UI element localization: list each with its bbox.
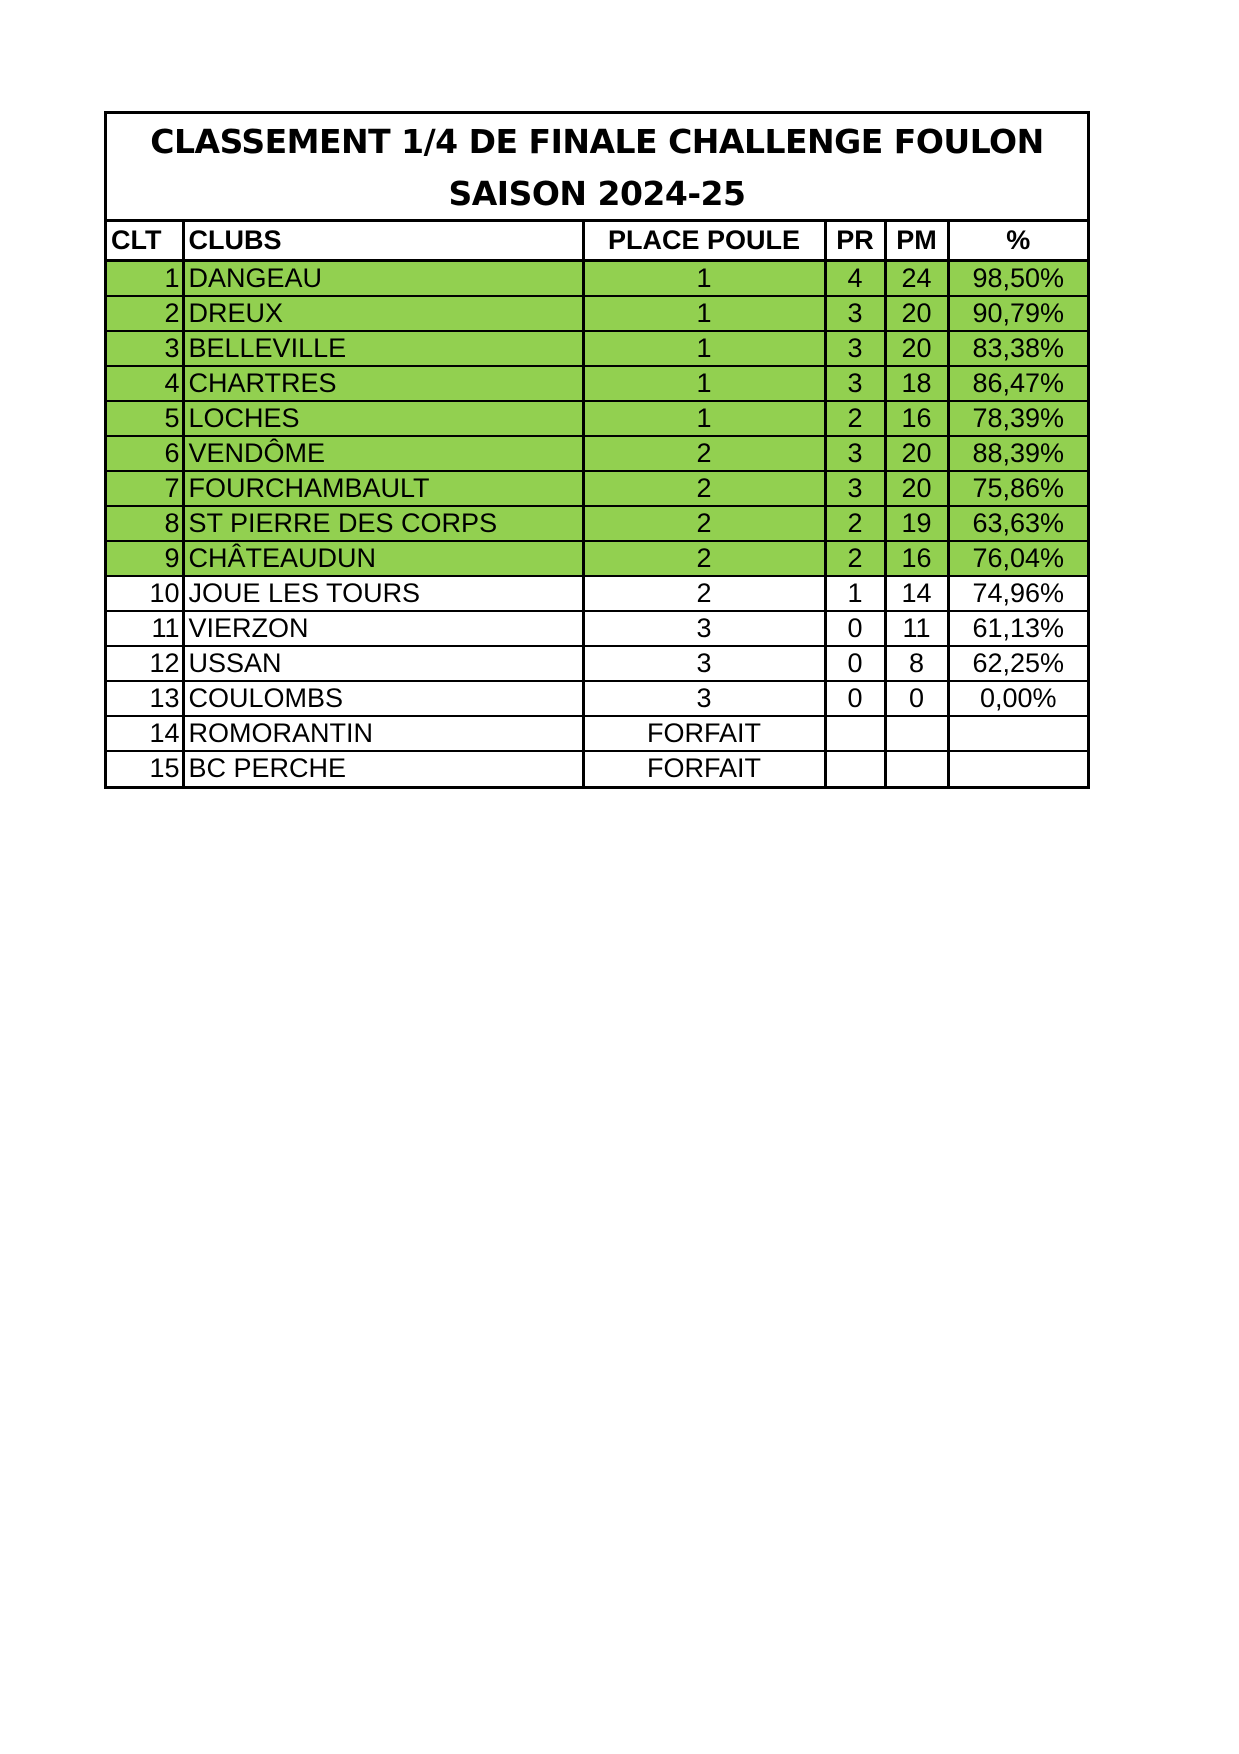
header-place-poule: PLACE POULE [583,222,825,260]
standings-sheet [104,111,1090,789]
table-row [107,576,1087,611]
table-row [107,541,1087,576]
cell-pr: 3 [825,471,885,506]
cell-percent: 75,86% [948,471,1087,506]
cell-place-poule: 2 [583,436,825,471]
cell-percent: 76,04% [948,541,1087,576]
cell-pr: 0 [825,646,885,681]
table-row [107,716,1087,751]
header-clt: CLT [111,224,162,255]
cell-percent: 90,79% [948,296,1087,331]
cell-club: CHÂTEAUDUN [183,541,583,576]
standings-table [107,222,1087,786]
cell-percent: 78,39% [948,401,1087,436]
cell-percent: 86,47% [948,366,1087,401]
cell-pr: 3 [825,296,885,331]
cell-percent: 63,63% [948,506,1087,541]
cell-pm: 8 [885,646,948,681]
cell-percent [948,751,1087,786]
cell-pm: 16 [885,541,948,576]
cell-pm: 20 [885,471,948,506]
cell-club: BC PERCHE [183,751,583,786]
cell-pm: 24 [885,260,948,296]
cell-pr [825,751,885,786]
cell-clt: 2 [107,296,183,331]
cell-clt: 15 [107,751,183,786]
cell-pr: 3 [825,331,885,366]
cell-place-poule: 3 [583,646,825,681]
table-row [107,260,1087,296]
cell-place-poule: FORFAIT [583,751,825,786]
cell-pr: 0 [825,611,885,646]
header-row [107,222,1087,260]
cell-pr [825,716,885,751]
cell-pm: 20 [885,296,948,331]
cell-pr: 2 [825,401,885,436]
cell-place-poule: 3 [583,611,825,646]
table-row [107,681,1087,716]
cell-clt: 14 [107,716,183,751]
cell-place-poule: 1 [583,260,825,296]
cell-place-poule: 2 [583,576,825,611]
cell-clt: 13 [107,681,183,716]
cell-club: JOUE LES TOURS [183,576,583,611]
cell-place-poule: FORFAIT [583,716,825,751]
cell-pm: 11 [885,611,948,646]
cell-clt: 6 [107,436,183,471]
cell-place-poule: 2 [583,541,825,576]
cell-place-poule: 2 [583,471,825,506]
cell-clt: 7 [107,471,183,506]
cell-pr: 3 [825,436,885,471]
cell-club: CHARTRES [183,366,583,401]
cell-pr: 3 [825,366,885,401]
cell-clt: 10 [107,576,183,611]
cell-pm: 19 [885,506,948,541]
table-header [107,222,1087,260]
cell-club: ST PIERRE DES CORPS [183,506,583,541]
cell-percent [948,716,1087,751]
cell-club: DANGEAU [183,260,583,296]
table-row [107,506,1087,541]
table-row [107,471,1087,506]
cell-club: VENDÔME [183,436,583,471]
cell-percent: 62,25% [948,646,1087,681]
cell-club: COULOMBS [183,681,583,716]
cell-percent: 0,00% [948,681,1087,716]
cell-place-poule: 1 [583,366,825,401]
season-subtitle: SAISON 2024-25 [448,174,746,213]
cell-pr: 1 [825,576,885,611]
table-row [107,366,1087,401]
cell-pm [885,751,948,786]
header-pr: PR [825,222,885,260]
cell-place-poule: 3 [583,681,825,716]
cell-clt: 9 [107,541,183,576]
table-row [107,611,1087,646]
cell-clt: 1 [107,260,183,296]
table-row [107,401,1087,436]
cell-pr: 2 [825,506,885,541]
header-pm: PM [885,222,948,260]
cell-place-poule: 2 [583,506,825,541]
table-row [107,331,1087,366]
cell-pm: 18 [885,366,948,401]
cell-pm: 20 [885,331,948,366]
table-row [107,751,1087,786]
cell-clt: 3 [107,331,183,366]
cell-pm: 0 [885,681,948,716]
title-block [107,114,1087,222]
cell-place-poule: 1 [583,296,825,331]
cell-percent: 61,13% [948,611,1087,646]
cell-club: VIERZON [183,611,583,646]
cell-club: BELLEVILLE [183,331,583,366]
header-clubs: CLUBS [183,222,583,260]
header-percent: % [948,222,1087,260]
cell-pm: 14 [885,576,948,611]
cell-pm: 16 [885,401,948,436]
cell-clt: 5 [107,401,183,436]
cell-clt: 12 [107,646,183,681]
cell-pm [885,716,948,751]
cell-percent: 74,96% [948,576,1087,611]
cell-club: USSAN [183,646,583,681]
cell-club: LOCHES [183,401,583,436]
cell-clt: 11 [107,611,183,646]
table-row [107,436,1087,471]
cell-percent: 83,38% [948,331,1087,366]
table-row [107,646,1087,681]
cell-place-poule: 1 [583,331,825,366]
cell-percent: 98,50% [948,260,1087,296]
cell-club: FOURCHAMBAULT [183,471,583,506]
cell-place-poule: 1 [583,401,825,436]
cell-clt: 8 [107,506,183,541]
cell-percent: 88,39% [948,436,1087,471]
cell-pr: 2 [825,541,885,576]
page-title: CLASSEMENT 1/4 DE FINALE CHALLENGE FOULON [150,122,1044,161]
cell-pm: 20 [885,436,948,471]
cell-club: DREUX [183,296,583,331]
table-row [107,296,1087,331]
cell-club: ROMORANTIN [183,716,583,751]
cell-clt: 4 [107,366,183,401]
table-body [107,260,1087,786]
cell-pr: 4 [825,260,885,296]
cell-pr: 0 [825,681,885,716]
